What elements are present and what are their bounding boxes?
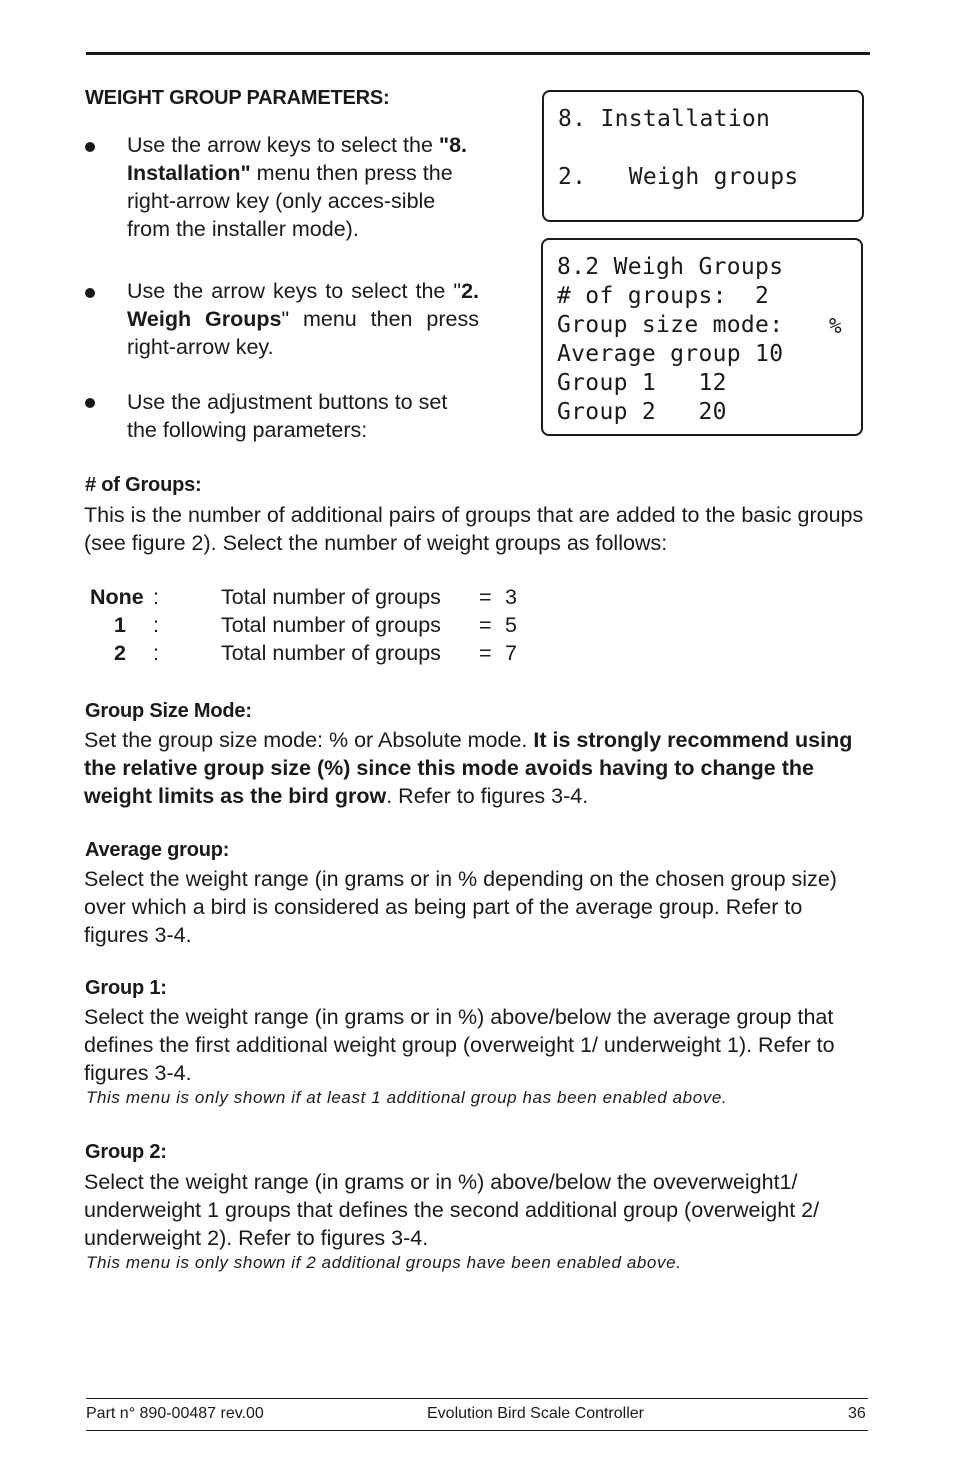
group1-title: Group 1: [85, 977, 167, 999]
groups-row-3-eq: = [479, 641, 492, 665]
group2-title: Group 2: [85, 1141, 167, 1163]
bullet-1-text [127, 131, 479, 243]
size-mode-pre: Set the group size mode: % or Absolute mode. [84, 728, 534, 752]
groups-row-2-desc: Total number of groups [221, 613, 441, 637]
lcd1-line-1: 8. Installation [558, 106, 771, 132]
size-mode-text [84, 726, 870, 810]
size-mode-title: Group Size Mode: [85, 700, 252, 722]
lcd1-line-2: 2. Weigh groups [558, 164, 799, 190]
groups-row-1-desc: Total number of groups [221, 585, 441, 609]
bullet-2-pre: Use the arrow keys to select the " [127, 279, 462, 303]
groups-row-3-desc: Total number of groups [221, 641, 441, 665]
lcd-display-installation [542, 90, 864, 222]
group2-note: This menu is only shown if 2 additional groups have been enabled above. [86, 1253, 682, 1272]
lcd2-line-1: 8.2 Weigh Groups [557, 254, 784, 280]
lcd2-line-4: Average group 10 [557, 341, 784, 367]
footer-rule-top [86, 1398, 868, 1399]
size-mode-bold: It is strongly recommend using the relative group size (%) since this mode avoids having to change the weight limits as the bird grow [84, 728, 853, 808]
bullet-1-pre: Use the arrow keys to select the [127, 133, 439, 157]
lcd2-line-3-value: % [829, 314, 842, 338]
top-rule [86, 52, 870, 55]
footer-title: Evolution Bird Scale Controller [427, 1405, 644, 1422]
groups-row-1-val: 3 [505, 585, 517, 609]
lcd-display-weigh-groups [541, 238, 863, 436]
groups-row-2-eq: = [479, 613, 492, 637]
bullet-2-text [127, 277, 479, 361]
section-title: WEIGHT GROUP PARAMETERS: [85, 87, 390, 109]
bullet-icon [85, 288, 95, 298]
bullet-3-text: Use the adjustment buttons to set the following parameters: [127, 390, 448, 442]
groups-row-2-sep: : [153, 613, 159, 637]
footer-page-number: 36 [848, 1405, 866, 1422]
lcd2-line-3: Group size mode: [557, 312, 784, 338]
group1-text: Select the weight range (in grams or in %) above/below the average group that defines the first additional weight group (overweight 1/ underweight 1). Refer to figures 3-4. [84, 1005, 835, 1085]
lcd2-line-6: Group 2 20 [557, 399, 727, 425]
bullet-icon [85, 142, 95, 152]
size-mode-post: . Refer to figures 3-4. [386, 784, 589, 808]
bullet-2-post: " menu then press right-arrow key. [127, 307, 479, 359]
groups-table [90, 585, 530, 675]
groups-row-2-val: 5 [505, 613, 517, 637]
average-title: Average group: [85, 839, 230, 861]
groups-row-1-sep: : [153, 585, 159, 609]
footer-part-number: Part n° 890-00487 rev.00 [86, 1405, 264, 1422]
lcd2-line-2: # of groups: 2 [557, 283, 770, 309]
groups-row-3-sep: : [153, 641, 159, 665]
groups-title: # of Groups: [85, 474, 202, 496]
groups-row-2-key: 1 [114, 613, 126, 637]
bullet-icon [85, 398, 95, 408]
bullet-2-bold: 2. Weigh Groups [127, 279, 479, 331]
groups-row-3-key: 2 [114, 641, 126, 665]
groups-row-1-key: None [90, 585, 144, 609]
average-text: Select the weight range (in grams or in % depending on the chosen group size) over which a bird is considered as being part of the average group. Refer to figures 3-4. [84, 867, 837, 947]
group1-note: This menu is only shown if at least 1 additional group has been enabled above. [86, 1088, 728, 1107]
groups-row-1-eq: = [479, 585, 492, 609]
groups-row-3-val: 7 [505, 641, 517, 665]
group2-text: Select the weight range (in grams or in %) above/below the oveverweight1/ underweight 1 groups that defines the second additional group (overweight 2/ underweight 2). Refer to figures 3-4. [84, 1170, 820, 1250]
groups-text: This is the number of additional pairs of groups that are added to the basic groups (see figure 2). Select the number of weight groups as follows: [84, 503, 864, 555]
bullet-1-post: menu then press the right-arrow key (only acces-sible from the installer mode). [127, 161, 453, 241]
lcd2-line-5: Group 1 12 [557, 370, 727, 396]
footer-rule-bottom [86, 1430, 868, 1431]
bullet-1-bold: "8. Installation" [127, 133, 468, 185]
